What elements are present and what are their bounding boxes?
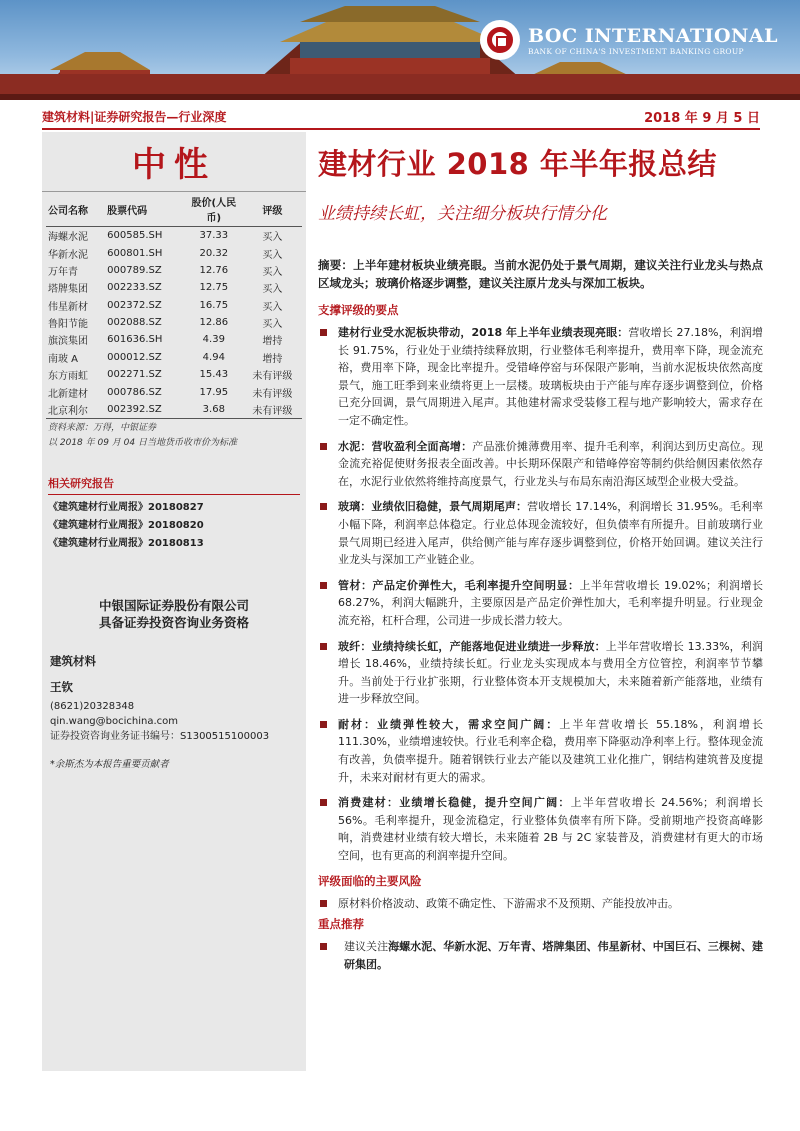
header-banner <box>0 0 800 100</box>
point-body: 产品涨价摊薄费用率、提升毛利率，利润达到历史高位。现金流充裕促使财务报表全面改善。中长期环保限产和错峰停窑等制约供给侧因素依然存在，水泥行业依然将维持高度景气，行业龙头与布局东南沿海区域型企业极大受益。 <box>338 439 764 488</box>
point-body: 上半年营收增长 19.02%；利润增长 68.27%，利润大幅跳升，主要原因是产品定价弹性加大，毛利率提升明显。行业现金流充裕，杠杆合理，公司进一步成长潜力较大。 <box>338 578 763 627</box>
bullet-square-icon <box>320 329 327 336</box>
point-body: 上半年营收增长 55.18%，利润增长 111.30%，业绩增速较快。行业毛利率企稳，费用率下降驱动净利率上行。整体现金流有改善，负债率提升。随着钢铁行业去产能以及建筑工业化推广，钢结构建筑普及度提升，未来对耐材有更大的需求。 <box>338 717 763 784</box>
stock-row <box>46 349 302 366</box>
stock-row <box>46 244 302 261</box>
bullet-square-icon <box>320 443 327 450</box>
analyst-cert: 证券投资咨询业务证书编号：S1300515100003 <box>50 731 270 743</box>
logo-tagline: BANK OF CHINA'S INVESTMENT BANKING GROUP <box>528 46 744 56</box>
bullet-square-icon <box>320 643 327 650</box>
stock-price: 4.39 <box>202 334 225 346</box>
analyst-phone: (8621)20328348 <box>50 701 135 713</box>
banner-wall-base <box>0 94 800 100</box>
stock-rating: 买入 <box>262 266 283 278</box>
support-point <box>318 438 763 491</box>
support-point <box>318 324 763 430</box>
report-subtitle: 业绩持续长虹，关注细分板块行情分化 <box>318 204 607 224</box>
recommend-header: 重点推荐 <box>318 917 364 932</box>
stock-row <box>46 227 302 245</box>
summary-text: 上半年建材板块业绩亮眼。当前水泥仍处于景气周期，建议关注行业龙头与热点区域龙头；玻璃价格逐步调整，建议关注原片龙头与深加工板块。 <box>318 258 764 290</box>
col-header-price: 股价(人民币) <box>185 192 243 227</box>
stock-company: 塔牌集团 <box>48 284 88 296</box>
related-reports <box>42 475 306 553</box>
point-lead: 水泥：营收盈利全面高增： <box>338 439 473 453</box>
stock-code: 002372.SZ <box>107 299 162 311</box>
analyst-email[interactable]: qin.wang@bocichina.com <box>50 716 178 728</box>
stock-row <box>46 366 302 383</box>
stock-rating: 增持 <box>262 353 283 365</box>
stock-code: 000789.SZ <box>107 264 162 276</box>
stock-price: 15.43 <box>199 369 229 381</box>
report-category: 建筑材料|证券研究报告—行业深度 <box>42 109 227 124</box>
point-body: 营收增长 17.14%，利润增长 31.95%。毛利率小幅下降，利润率总体稳定。行业总体现金流较好，但负债率有所提升。目前玻璃行业景气周期已经进入尾声，供给侧产能与库存逐步调整到位，价格开始回调。建议关注行业龙头与深加工产业链企业。 <box>338 500 763 567</box>
point-lead: 消费建材：业绩增长稳健，提升空间广阔： <box>338 796 571 810</box>
company-name: 中银国际证券股份有限公司 <box>98 598 249 614</box>
stock-rating: 未有评级 <box>252 371 293 383</box>
recommend-list <box>318 938 763 973</box>
sidebar <box>42 132 306 1071</box>
stock-row <box>46 401 302 419</box>
recommend-item <box>318 938 763 973</box>
support-point <box>318 638 763 708</box>
bullet-square-icon <box>320 721 327 728</box>
stock-company: 北京利尔 <box>46 401 105 419</box>
stock-code: 600801.SH <box>107 247 163 259</box>
stock-code: 000012.SZ <box>107 351 162 363</box>
col-header-company: 公司名称 <box>46 192 105 227</box>
point-lead: 建材行业受水泥板块带动，2018 年上半年业绩表现亮眼： <box>338 326 629 339</box>
related-report-link[interactable]: 《建筑建材行业周报》20180813 <box>48 538 204 550</box>
stock-rating: 买入 <box>262 232 283 244</box>
risk-header: 评级面临的主要风险 <box>318 873 422 888</box>
analyst-sector: 建筑材料 <box>50 654 96 669</box>
company-info <box>42 597 306 631</box>
stock-price: 16.75 <box>199 299 229 311</box>
analyst-name: 王钦 <box>50 680 73 695</box>
stock-price: 12.75 <box>199 282 229 294</box>
stock-rating: 买入 <box>262 249 283 261</box>
stock-company: 东方雨虹 <box>48 371 88 383</box>
bullet-square-icon <box>320 799 327 806</box>
related-report-link[interactable]: 《建筑建材行业周报》20180820 <box>48 520 204 532</box>
source-note: 资料来源：万得，中银证券 <box>48 423 157 434</box>
col-header-rating: 评级 <box>243 192 302 227</box>
stock-row <box>46 331 302 348</box>
summary <box>318 256 763 292</box>
stock-price: 20.32 <box>199 247 229 259</box>
logo-name: BOC INTERNATIONAL <box>528 24 778 47</box>
stock-company: 北新建材 <box>48 388 88 400</box>
point-lead: 管材：产品定价弹性大，毛利率提升空间明显： <box>338 578 580 592</box>
point-lead: 玻纤：业绩持续长虹，产能落地促进业绩进一步释放： <box>338 639 606 653</box>
support-point <box>318 794 763 864</box>
stock-price: 4.94 <box>202 351 225 363</box>
report-topbar <box>42 104 760 130</box>
point-body: 上半年营收增长 13.33%，利润增长 18.46%，业绩持续长虹。行业龙头实现成本与费用全方位管控，利润率节节攀升。当前处于行业扩张期，行业整体资本开支规模加大，未来随着新产能落地，业绩有进一步释放空间。 <box>338 639 763 706</box>
report-title: 建材行业 2018 年半年报总结 <box>318 147 717 181</box>
price-note: 以 2018 年 09 月 04 日当地货币收市价为标准 <box>48 438 237 449</box>
point-body: 上半年营收增长 24.56%；利润增长 56%。毛利率提升，现金流稳定，行业整体负债率有所下降。受前期地产投资高峰影响，消费建材业绩有较大增长，未来随着 2B 与 2C 家装普及，消费建材有更大的市场空间，也有更高的利润率提升空间。 <box>338 796 763 863</box>
risk-list <box>318 895 763 913</box>
related-reports-header: 相关研究报告 <box>48 475 300 495</box>
stock-company: 华新水泥 <box>48 249 88 261</box>
recommend-stocks: 海螺水泥、华新水泥、万年青、塔牌集团、伟星新材、中国巨石、三棵树、建研集团。 <box>344 940 763 971</box>
stock-rating: 未有评级 <box>243 401 302 419</box>
point-body: 营收增长 27.18%，利润增长 91.75%，行业处于业绩持续释放期，行业整体毛利率提升，费用率下降，现金流充裕，费用率下降，现金比率提升。受错峰停窑与环保限产影响，当前水泥板块依然高度景气，施工旺季到来业绩将更上一层楼。玻璃板块由于产能与库存逐步调整到位，价格已充分回调，景气周期进入尾声。其他建材需求受装修工程与地产影响较大，需求存在一定不确定性。 <box>338 326 763 427</box>
related-report-link[interactable]: 《建筑建材行业周报》20180827 <box>48 502 204 514</box>
stock-price: 37.33 <box>199 230 229 242</box>
support-header: 支撑评级的要点 <box>318 303 399 317</box>
bullet-square-icon <box>320 503 327 510</box>
stock-rating: 买入 <box>262 319 283 331</box>
support-point <box>318 577 763 630</box>
stock-company: 海螺水泥 <box>48 232 88 244</box>
point-lead: 耐材：业绩弹性较大，需求空间广阔： <box>338 717 560 731</box>
stock-code: 601636.SH <box>107 334 163 346</box>
risk-text: 原材料价格波动、政策不确定性、下游需求不及预期、产能投放冲击。 <box>338 896 679 910</box>
stock-code: 600585.SH <box>107 230 163 242</box>
stock-company: 鲁阳节能 <box>48 319 88 331</box>
support-point <box>318 498 763 568</box>
stock-code: 000786.SZ <box>107 386 162 398</box>
summary-label: 摘要： <box>318 258 354 272</box>
stock-row <box>46 314 302 331</box>
stock-price: 12.86 <box>199 317 229 329</box>
industry-rating: 中性 <box>132 145 216 185</box>
stock-code: 002233.SZ <box>107 282 162 294</box>
boc-emblem-icon <box>480 20 520 60</box>
company-qualification: 具备证券投资咨询业务资格 <box>98 615 249 631</box>
stock-row <box>46 262 302 279</box>
support-point <box>318 716 763 786</box>
analyst-info <box>42 653 306 770</box>
stock-table-header <box>46 192 302 227</box>
bullet-square-icon <box>320 582 327 589</box>
rating-box <box>42 132 306 192</box>
stock-price: 17.95 <box>199 386 229 398</box>
risk-item <box>318 895 763 913</box>
bullet-square-icon <box>320 943 327 950</box>
main-content <box>318 140 763 977</box>
stock-rating: 买入 <box>262 301 283 313</box>
stock-price: 12.76 <box>199 264 229 276</box>
stock-company: 南玻 A <box>48 353 79 365</box>
contributor-note: *余斯杰为本报告重要贡献者 <box>50 759 169 771</box>
point-lead: 玻璃：业绩依旧稳健，景气周期尾声： <box>338 500 528 514</box>
stock-rating: 买入 <box>262 284 283 296</box>
stock-row <box>46 297 302 314</box>
stock-rating: 增持 <box>262 336 283 348</box>
boc-logo <box>480 20 778 60</box>
col-header-code: 股票代码 <box>105 192 185 227</box>
stock-row <box>46 383 302 400</box>
stock-company: 伟星新材 <box>48 301 88 313</box>
stock-row <box>46 279 302 296</box>
stock-code: 002392.SZ <box>105 401 185 419</box>
recommend-prefix: 建议关注 <box>344 940 389 954</box>
bullet-square-icon <box>320 900 327 907</box>
stock-company: 旗滨集团 <box>48 336 88 348</box>
stock-rating: 未有评级 <box>252 388 293 400</box>
stock-code: 002088.SZ <box>107 317 162 329</box>
stock-table <box>46 192 302 419</box>
stock-company: 万年青 <box>48 266 78 278</box>
support-points <box>318 324 763 865</box>
stock-price: 3.68 <box>185 401 243 419</box>
stock-code: 002271.SZ <box>107 369 162 381</box>
report-date: 2018 年 9 月 5 日 <box>644 110 760 126</box>
